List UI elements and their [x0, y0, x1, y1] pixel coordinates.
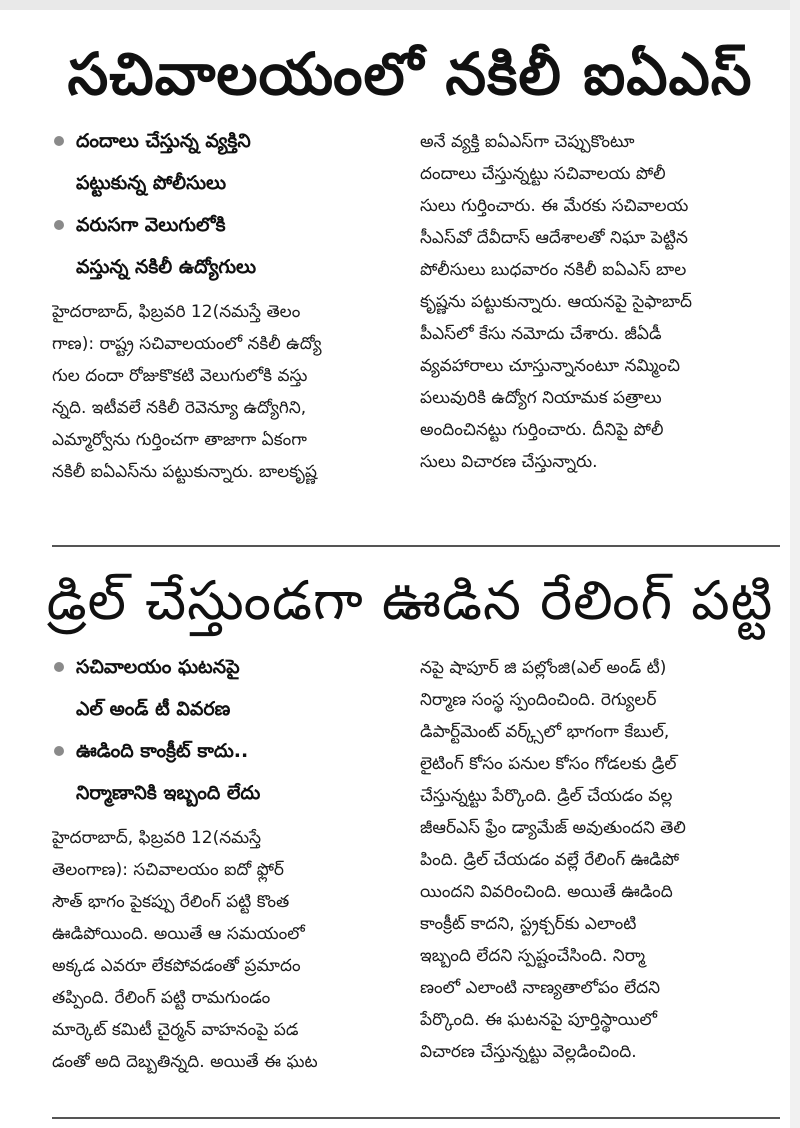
bullet-dot-icon [54, 662, 64, 672]
body-line: డంతో అది దెబ్బతిన్నది. అయితే ఈ ఘట [52, 1052, 318, 1072]
bullet-line: సచివాలయం ఘటనపై [76, 656, 240, 678]
bullet-line: పట్టుకున్న పోలీసులు [76, 172, 227, 194]
body-line: నపై షాపూర్ జి పల్లోంజి(ఎల్ అండ్ టీ) [420, 658, 667, 678]
body-line: నకిలీ ఐఏఎస్‌ను పట్టుకున్నారు. బాలకృష్ణ [52, 462, 317, 482]
bullet-dot-icon [54, 746, 64, 756]
body-line: పోలీసులు బుధవారం నకిలీ ఐఏఎస్ బాల [420, 260, 687, 280]
body-line: పీఎస్‌లో కేసు నమోదు చేశారు. జీఏడీ [420, 324, 662, 344]
body-line: విచారణ చేస్తున్నట్టు వెల్లడించింది. [420, 1042, 637, 1062]
body-line: సులు గుర్తించారు. ఈ మేరకు సచివాలయ [420, 196, 689, 216]
bullet-line: దందాలు చేస్తున్న వ్యక్తిని [76, 130, 251, 152]
body-line: వ్యవహారాలు చూస్తున్నానంటూ నమ్మించి [420, 356, 681, 376]
body-line: ఊడిపోయింది. అయితే ఆ సమయంలో [52, 924, 305, 944]
body-line: న్నది. ఇటీవలే నకిలీ రెవెన్యూ ఉద్యోగిని, [52, 398, 307, 418]
article2-headline: డ్రిల్ చేస్తుండగా ఊడిన రేలింగ్ పట్టి [46, 569, 774, 632]
body-line: జీఆర్‌ఎస్ ఫ్రేం డ్యామేజ్ అవుతుందని తెలి [420, 818, 686, 838]
body-line: ణంలో ఎలాంటి నాణ్యతాలోపం లేదని [420, 978, 661, 998]
body-line: కృష్ణను పట్టుకున్నారు. ఆయనపై సైఫాబాద్ [420, 292, 693, 312]
body-line: తెలంగాణ): సచివాలయం ఐదో ఫ్లోర్ [52, 860, 285, 880]
body-line: గాణ): రాష్ట్ర సచివాలయంలో నకిలీ ఉద్యో [52, 334, 322, 354]
bullet-dot-icon [54, 220, 64, 230]
body-line: నిర్మాణ సంస్థ స్పందించింది. రెగ్యులర్ [420, 690, 657, 710]
body-line: డిపార్ట్‌మెంట్ వర్క్స్‌లో భాగంగా కేబుల్, [420, 722, 670, 742]
body-line: ఎమ్మార్వోను గుర్తించగా తాజాగా ఏకంగా [52, 430, 307, 450]
body-line: పింది. డ్రిల్ చేయడం వల్లే రేలింగ్ ఊడిపో [420, 850, 680, 870]
body-line: అందించినట్టు గుర్తించారు. దీనిపై పోలీ [420, 420, 664, 440]
body-line: అక్కడ ఎవరూ లేకపోవడంతో ప్రమాదం [52, 956, 301, 976]
body-line: పలువురికి ఉద్యోగ నియామక పత్రాలు [420, 388, 662, 408]
article2-right-column [420, 652, 780, 1068]
page-border-top [0, 0, 800, 10]
bullet-line: వరుసగా వెలుగులోకి [76, 214, 226, 236]
body-line: సౌత్ భాగం పైకప్పు రేలింగ్ పట్టి కొంత [52, 892, 290, 912]
article1-left-column [52, 120, 397, 488]
body-line: గుల దందా రోజుకొకటి వెలుగులోకి వస్తు [52, 366, 308, 386]
body-line: సీఎస్‌వో దేవీదాస్ ఆదేశాలతో నిఘా పెట్టిన [420, 228, 688, 248]
article1-right-column [420, 126, 780, 478]
bullet-line: ఊడింది కాంక్రీట్ కాదు.. [76, 740, 249, 762]
body-line: అనే వ్యక్తి ఐఏఎస్‌గా చెప్పుకొంటూ [420, 132, 635, 152]
body-line: పేర్కొంది. ఈ ఘటనపై పూర్తిస్థాయిలో [420, 1010, 658, 1030]
bullet-line: వస్తున్న నకిలీ ఉద్యోగులు [76, 256, 257, 278]
bullet-line: ఎల్ అండ్ టీ వివరణ [76, 698, 231, 720]
body-line: హైదరాబాద్, ఫిబ్రవరి 12(నమస్తే తెలం [52, 302, 301, 322]
article1-body-right [420, 126, 780, 478]
article2-bullet [52, 646, 397, 730]
body-line: చేస్తున్నట్టు పేర్కొంది. డ్రిల్ చేయడం వల్ల [420, 786, 673, 806]
article1-body-left [52, 296, 397, 488]
body-line: ఇబ్బంది లేదని స్పష్టంచేసింది. నిర్మా [420, 946, 645, 966]
body-line: యిందని వివరించింది. అయితే ఊడింది [420, 882, 673, 902]
article1-bullet-list [52, 120, 397, 288]
article2-left-column [52, 646, 397, 1078]
article2-bullet [52, 730, 397, 814]
body-line: తప్పింది. రేలింగ్ పట్టి రామగుండం [52, 988, 271, 1008]
bullet-dot-icon [54, 136, 64, 146]
article2-bullet-list [52, 646, 397, 814]
article1-bullet [52, 204, 397, 288]
article2-body-left [52, 822, 397, 1078]
article1-headline: సచివాలయంలో నకిలీ ఐఏఎస్ [67, 40, 753, 108]
page-border-right [790, 0, 800, 1128]
article2-body-right [420, 652, 780, 1068]
body-line: లైటింగ్ కోసం పనుల కోసం గోడలకు డ్రిల్ [420, 754, 677, 774]
body-line: దందాలు చేస్తున్నట్టు సచివాలయ పోలీ [420, 164, 666, 184]
body-line: సులు విచారణ చేస్తున్నారు. [420, 452, 598, 472]
section-divider [52, 545, 780, 547]
bullet-line: నిర్మాణానికి ఇబ్బంది లేదు [76, 782, 261, 804]
article1-bullet [52, 120, 397, 204]
section-divider [52, 1117, 780, 1119]
body-line: మార్కెట్ కమిటీ చైర్మన్ వాహనంపై పడ [52, 1020, 299, 1040]
body-line: హైదరాబాద్, ఫిబ్రవరి 12(నమస్తే [52, 828, 262, 848]
body-line: కాంక్రీట్ కాదని, స్ట్రక్చర్‌కు ఎలాంటి [420, 914, 637, 934]
